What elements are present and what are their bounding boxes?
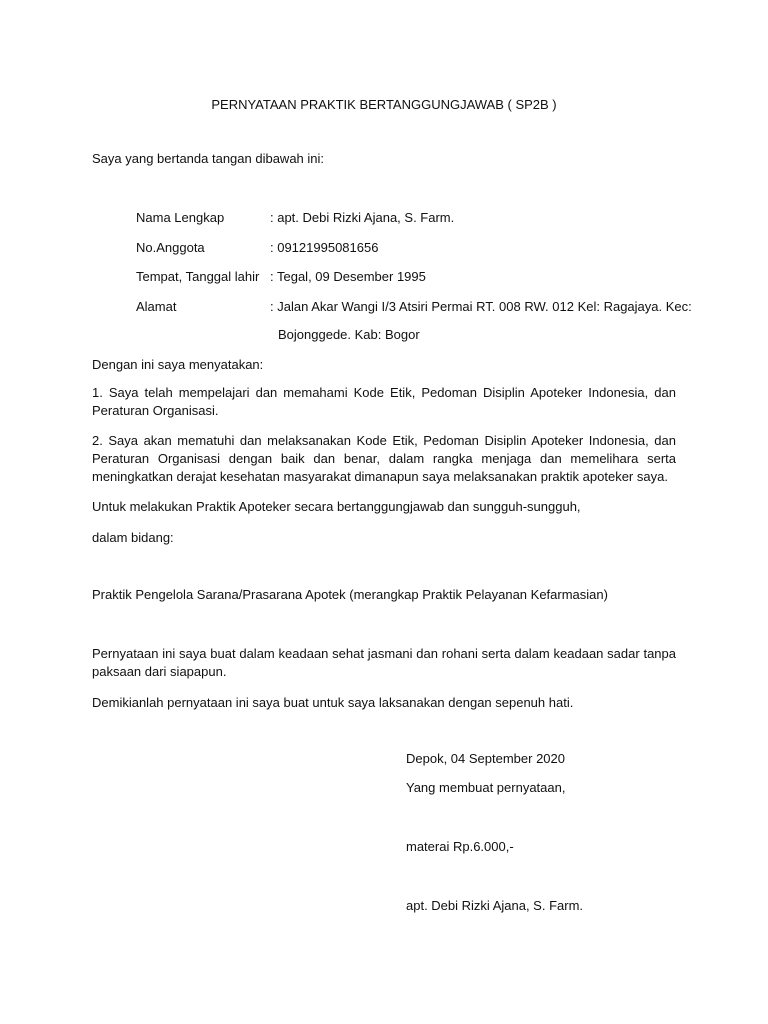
declaration-point-1: 1. Saya telah mempelajari dan memahami Kode Etik, Pedoman Disiplin Apoteker Indonesia, dan Peraturan Organisasi. — [92, 385, 676, 418]
address-label: Alamat — [136, 299, 177, 314]
birth-label: Tempat, Tanggal lahir — [136, 269, 260, 284]
address-value-line-1: : Jalan Akar Wangi I/3 Atsiri Permai RT. 008 RW. 012 Kel: Ragajaya. Kec: — [270, 299, 692, 314]
address-value-line-2: Bojonggede. Kab: Bogor — [278, 327, 420, 342]
signature-maker-label: Yang membuat pernyataan, — [406, 780, 566, 795]
intro-text: Saya yang bertanda tangan dibawah ini: — [92, 151, 325, 166]
declaration-point-2: 2. Saya akan mematuhi dan melaksanakan Kode Etik, Pedoman Disiplin Apoteker Indonesia, dan Peraturan Organisasi dengan baik dan benar, dalam rangka menjaga dan memelihara serta meningkatkan derajat kesehatan masyarakat dimanapun saya melaksanakan praktik apoteker saya. — [92, 433, 676, 484]
declaration-intro: Dengan ini saya menyatakan: — [92, 357, 264, 372]
stamp-duty-text: materai Rp.6.000,- — [406, 839, 514, 854]
signer-name: apt. Debi Rizki Ajana, S. Farm. — [406, 898, 584, 913]
birth-value: : Tegal, 09 Desember 1995 — [270, 269, 426, 284]
name-value: : apt. Debi Rizki Ajana, S. Farm. — [270, 210, 455, 225]
member-number-label: No.Anggota — [136, 240, 205, 255]
condition-statement: Pernyataan ini saya buat dalam keadaan sehat jasmani dan rohani serta dalam keadaan sadar tanpa paksaan dari siapapun. — [92, 646, 676, 679]
document-title: PERNYATAAN PRAKTIK BERTANGGUNGJAWAB ( SP2B ) — [211, 97, 557, 112]
member-number-value: : 09121995081656 — [270, 240, 379, 255]
closing-statement: Demikianlah pernyataan ini saya buat untuk saya laksanakan dengan sepenuh hati. — [92, 695, 574, 710]
signature-place-date: Depok, 04 September 2020 — [406, 751, 565, 766]
practice-statement: Untuk melakukan Praktik Apoteker secara bertanggungjawab dan sungguh-sungguh, — [92, 499, 581, 514]
field-label: dalam bidang: — [92, 530, 174, 545]
practice-field-value: Praktik Pengelola Sarana/Prasarana Apotek (merangkap Praktik Pelayanan Kefarmasian) — [92, 587, 608, 602]
name-label: Nama Lengkap — [136, 210, 225, 225]
